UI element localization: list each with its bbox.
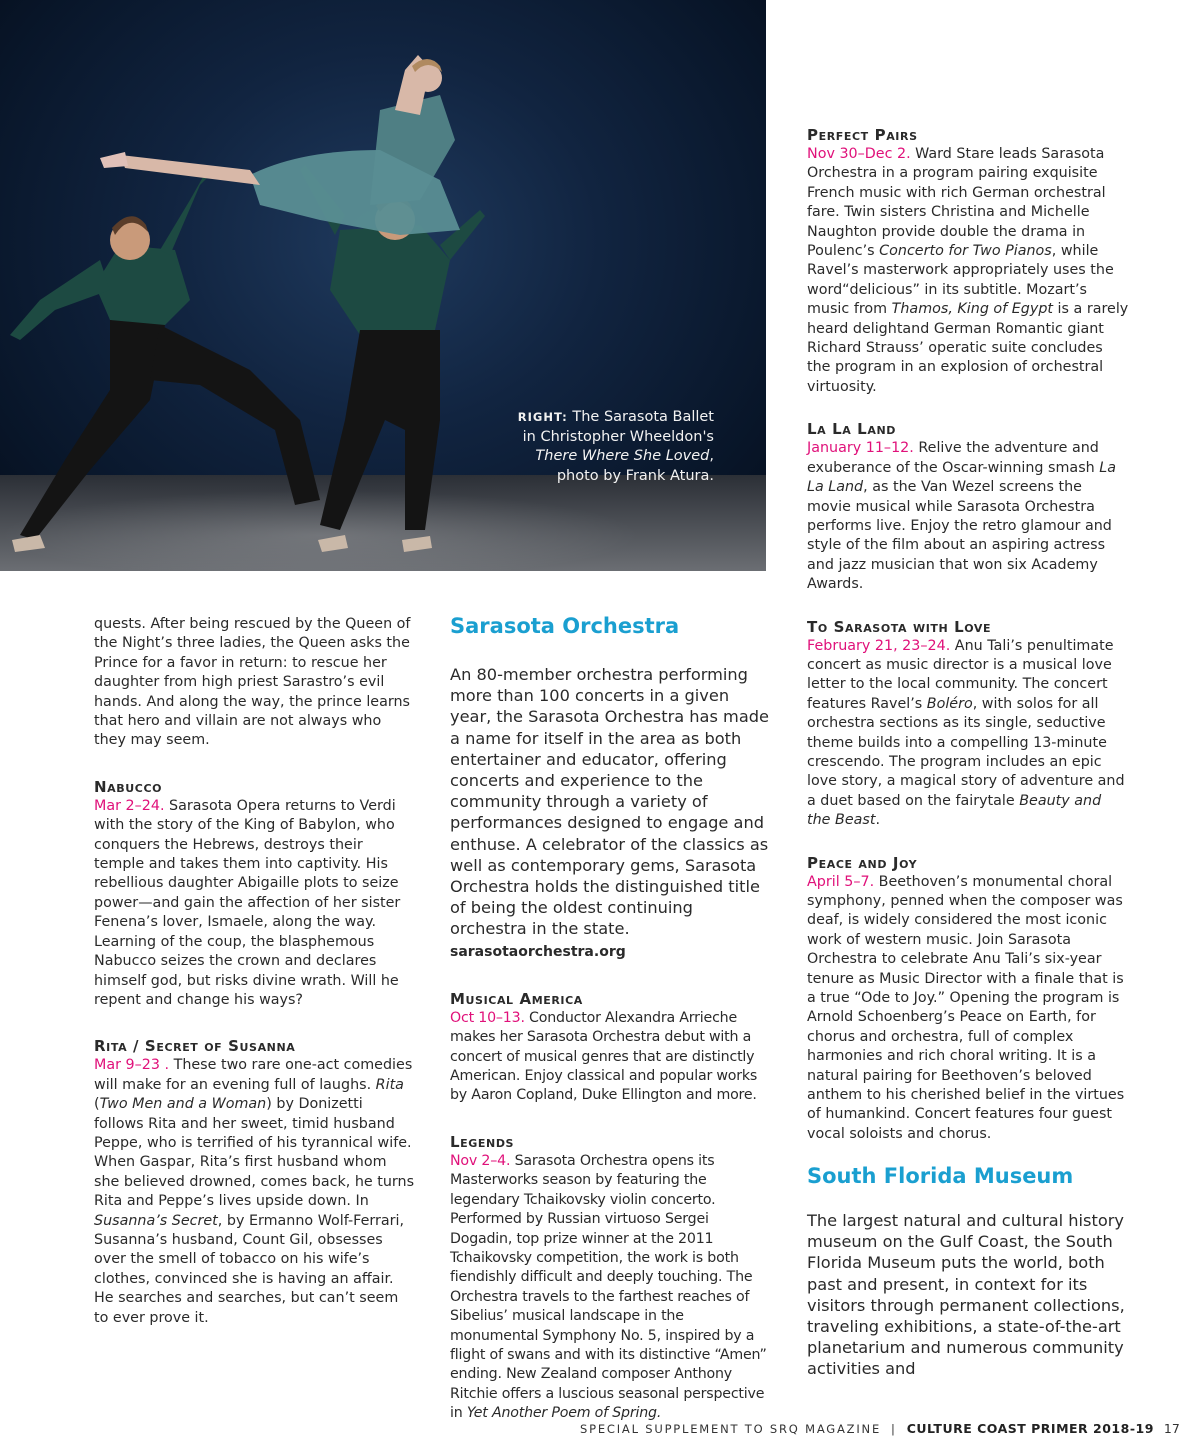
opera-intro-text: quests. After being rescued by the Queen of the Night’s three ladies, the Queen asks the Prince for a favor in return: to rescue her daughter from high priest Sarastro’s evil hands. And along the way, the prince learns that hero and villain are not always who they may seem. <box>94 616 411 749</box>
event-text: , with solos for all orchestra sections as its single, seductive theme builds into a compelling 13-minute crescendo. The program includes an epic love story, a magical story of adventure and a duet based on the fairytale <box>807 695 1125 809</box>
event-text: Sarasota Orchestra opens its Masterworks season by featuring the legendary Tchaikovsky violin concerto. Performed by Russian virtuoso Sergei Dogadin, top prize winner at the 2011 Tchaikovsky competition, the work is both fiendishly difficult and deeply touching. The Orchestra travels to the farthest reaches of Sibelius’ musical landscape in the monumental Symphony No. 5, inspired by a flight of swans and with its distinctive “Amen” ending. New Zealand composer Anthony Ritchie offers a luscious seasonal perspective in <box>450 1152 767 1422</box>
event-title-musical-america: Musical America <box>450 989 583 1008</box>
event-title-legends: Legends <box>450 1132 515 1151</box>
event-title-perfect-pairs: Perfect Pairs <box>807 126 918 144</box>
page-footer <box>580 1421 1180 1436</box>
event-title-la-la-land: La La Land <box>807 420 896 439</box>
event-date: January 11–12. <box>807 440 914 457</box>
intro-text: An 80-member orchestra performing more than 100 concerts in a given year, the Sarasota Orchestra has made a name for itself in the area as both entertainer and educator, offering concerts and experience to the community through a variety of performances designed to engage and enthuse. A celebrator of the classics as well as contemporary gems, Sarasota Orchestra holds the distinguished title of being the oldest continuing orchestra in the state. <box>450 665 769 939</box>
event-text: These two rare one-act comedies will make for an evening full of laughs. <box>94 1057 413 1093</box>
photo-caption <box>514 408 714 486</box>
event-text-em: Rita <box>375 1076 404 1093</box>
event-text: Sarasota Opera returns to Verdi with the story of the King of Babylon, who conquers the Hebrews, destroys their temple and takes them into captivity. His rebellious daughter Abigaille plots to seize power—and gain the affection of her sister Fenena’s lover, Ismaele, along the way. Learning of the coup, the blasphemous Nabucco seizes the crown and declares himself god, but risks divine wrath. Will he repent and change his ways? <box>94 797 401 1008</box>
event-body-perfect-pairs <box>807 145 1129 397</box>
page-number: 17 <box>1163 1421 1180 1436</box>
event-date: February 21, 23–24. <box>807 637 951 654</box>
column-orchestra <box>450 612 772 1424</box>
caption-text: The Sarasota Ballet in Christopher Wheeldon's <box>522 409 714 445</box>
event-text: ( <box>94 1096 100 1113</box>
event-body-musical-america <box>450 1009 772 1106</box>
event-title-nabucco: Nabucco <box>94 777 163 796</box>
orchestra-website-link[interactable]: sarasotaorchestra.org <box>450 943 626 960</box>
event-body-nabucco <box>94 797 416 1010</box>
section-heading-museum: South Florida Museum <box>807 1164 1074 1188</box>
event-title-to-sarasota-with-love: To Sarasota with Love <box>807 617 992 636</box>
event-date: Nov 2–4. <box>450 1152 511 1169</box>
event-date: Mar 2–24. <box>94 797 165 814</box>
event-text: Ward Stare leads Sarasota Orchestra in a program pairing exquisite French music with rich German orchestral fare. Twin sisters Christina and Michelle Naughton provide double the drama in Poulenc’s <box>807 146 1106 260</box>
event-body-to-sarasota-with-love <box>807 637 1129 831</box>
event-date: Nov 30–Dec 2. <box>807 146 911 162</box>
event-body-la-la-land <box>807 439 1129 594</box>
event-text-em: Boléro <box>926 695 973 712</box>
event-text-em: Two Men and a Woman <box>99 1096 267 1113</box>
event-text-em: La La Land <box>807 459 1116 496</box>
event-text: ) by Donizetti follows Rita and her sweet, timid husband Peppe, who is terrified of his tyrannical wife. When Gaspar, Rita’s first husband whom she believed drowned, comes back, he turns Rita and Peppe’s lives upside down. In <box>94 1096 415 1210</box>
event-body-legends <box>450 1152 772 1424</box>
column-opera <box>94 615 416 1328</box>
event-text-em: Concerto for Two Pianos <box>879 243 1052 260</box>
caption-label: RIGHT: <box>517 410 568 424</box>
event-date: April 5–7. <box>807 873 875 890</box>
event-text: Relive the adventure and exuberance of the Oscar-winning smash <box>807 440 1100 476</box>
event-text-em: Beauty and the Beast <box>807 792 1102 829</box>
footer-primer: CULTURE COAST PRIMER <box>906 1421 1089 1436</box>
footer-separator: | <box>891 1422 897 1436</box>
orchestra-intro-text <box>450 664 772 963</box>
event-text-em: Susanna’s Secret <box>94 1212 218 1229</box>
event-text: , by Ermanno Wolf-Ferrari, Susanna’s husband, Count Gil, obsesses over the smell of tobacco on his wife’s clothes, convinced she is having an affair. He searches and searches, but can’t seem to ever prove it. <box>94 1212 405 1326</box>
footer-year: 2018-19 <box>1088 1421 1154 1436</box>
event-text: , while Ravel’s masterwork appropriately uses the word“delicious” in its subtitle. Mozart’s music from <box>807 243 1114 318</box>
event-body-peace-and-joy <box>807 873 1129 1145</box>
museum-intro-text: The largest natural and cultural history museum on the Gulf Coast, the South Florida Museum puts the world, both past and present, in context for its visitors through permanent collections, traveling exhibitions, a state-of-the-art planetarium and numerous community activities and <box>807 1211 1125 1379</box>
event-title-rita: Rita / Secret of Susanna <box>94 1037 296 1056</box>
column-museum <box>807 1162 1129 1380</box>
event-date: Oct 10–13. <box>450 1009 525 1026</box>
event-text: Beethoven’s monumental choral symphony, penned when the composer was deaf, is widely considered the most iconic work of western music. Join Sarasota Orchestra to celebrate Anu Tali’s six-year tenure as Music Director with a finale that is a true “Ode to Joy.” Opening the program is Arnold Schoenberg’s Peace on Earth, for chorus and orchestra, full of complex harmonies and rich choral writing. It is a natural pairing for Beethoven’s beloved anthem to his cherished belief in the virtues of humankind. Concert features four guest vocal soloists and chorus. <box>807 873 1125 1142</box>
caption-credit: , photo by Frank Atura. <box>556 448 714 484</box>
event-text-em: Thamos, King of Egypt <box>891 301 1054 318</box>
event-text-em: Yet Another Poem of Spring. <box>466 1405 662 1422</box>
event-text: is a rarely heard delightand German Romantic giant Richard Strauss’ operatic suite concludes the program in an explosion of orchestral virtuosity. <box>807 301 1129 395</box>
footer-supplement: SPECIAL SUPPLEMENT TO SRQ MAGAZINE <box>580 1422 882 1436</box>
event-date: Mar 9–23 . <box>94 1057 170 1074</box>
column-orchestra-events <box>807 125 1129 1144</box>
event-text: Conductor Alexandra Arrieche makes her Sarasota Orchestra debut with a concert of musical genres that are distinctly American. Enjoy classical and popular works by Aaron Copland, Duke Ellington and more. <box>450 1009 758 1104</box>
event-text: , as the Van Wezel screens the movie musical while Sarasota Orchestra performs live. Enjoy the retro glamour and style of the film about an aspiring actress and jazz musician that won six Academy Awards. <box>807 479 1112 593</box>
event-text: . <box>875 812 880 829</box>
event-body-rita <box>94 1056 416 1328</box>
section-heading-orchestra: Sarasota Orchestra <box>450 614 680 638</box>
caption-title: There Where She Loved <box>535 448 710 464</box>
ballet-photo <box>0 0 766 571</box>
event-text: Anu Tali’s penultimate concert as music director is a musical love letter to the local community. The concert features Ravel’s <box>807 637 1114 712</box>
event-title-peace-and-joy: Peace and Joy <box>807 853 918 872</box>
